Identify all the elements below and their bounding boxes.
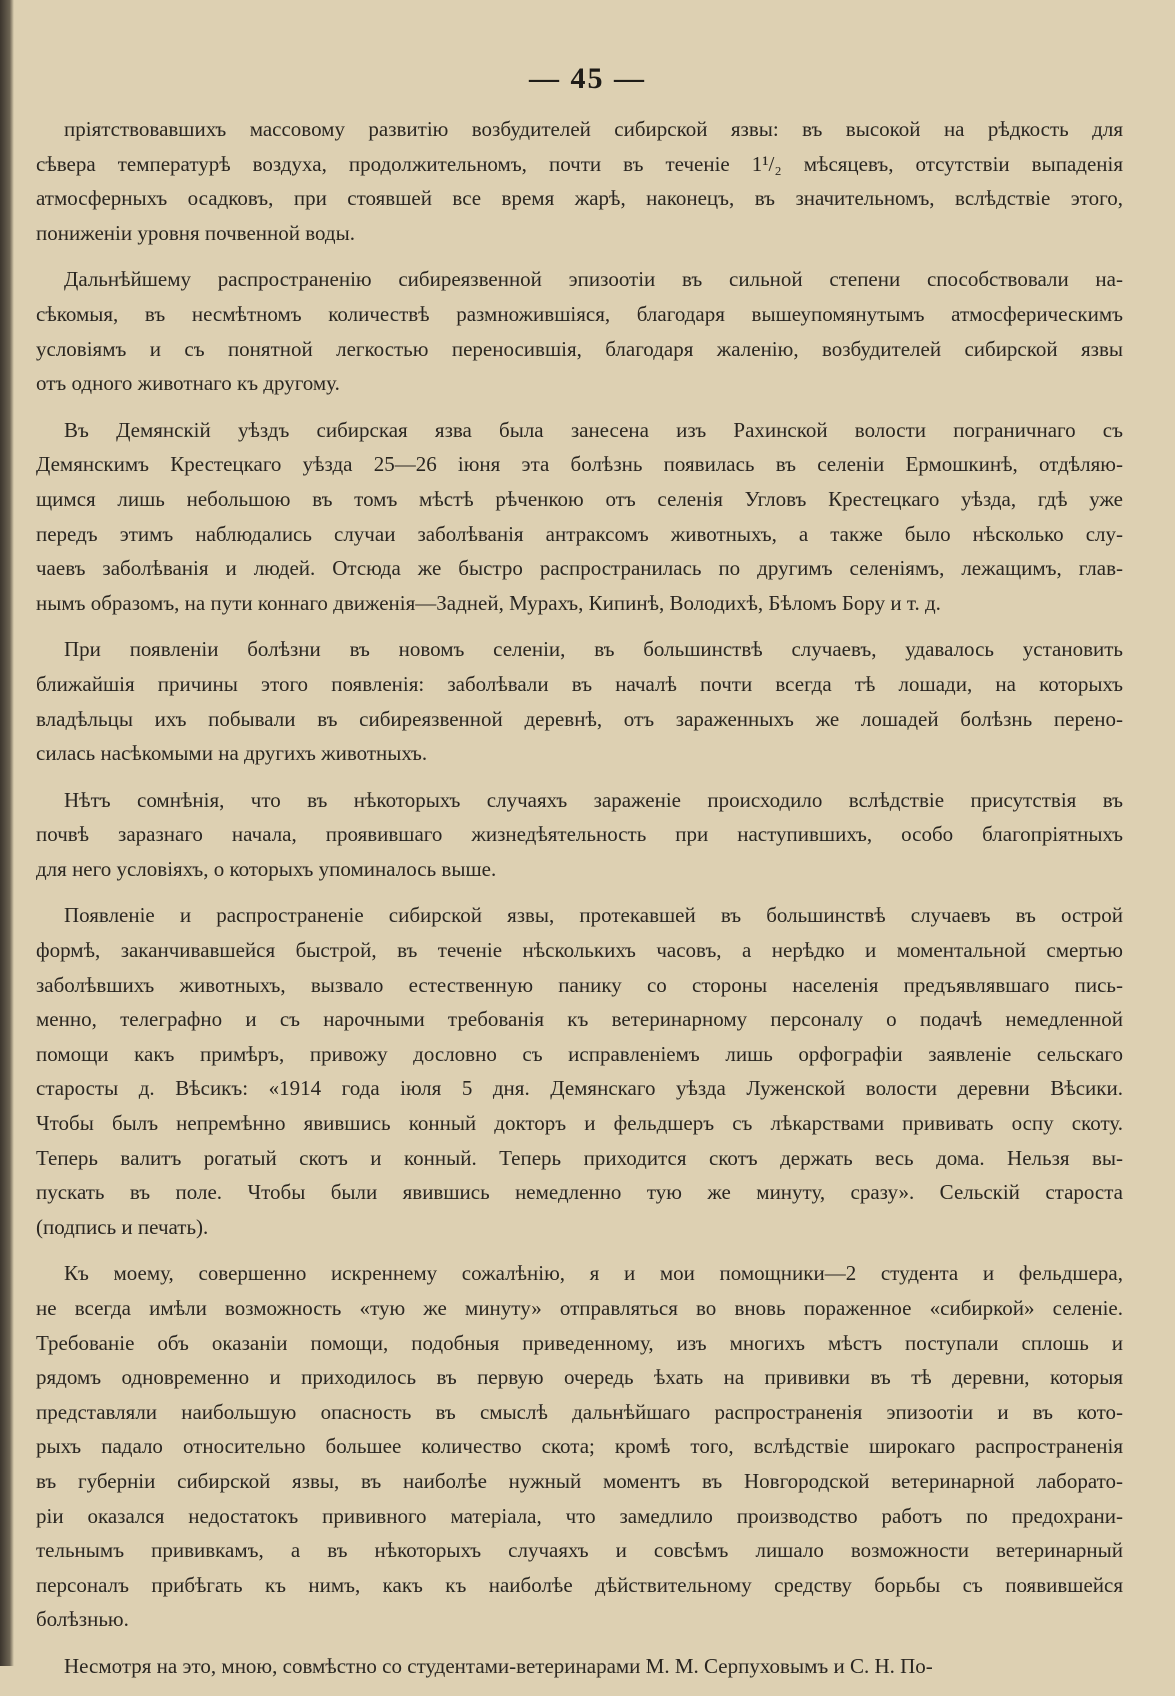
paragraph xyxy=(36,262,1123,400)
text-line: формѣ, заканчивавшейся быстрой, въ теченіе нѣсколькихъ часовъ, а нерѣдко и моментальной смертью xyxy=(36,938,1123,963)
text-line: сѣвера температурѣ воздуха, продолжительномъ, почти въ теченіе 1¹/₂ мѣсяцевъ, отсутствіи выпаденія xyxy=(36,151,1123,176)
text-line: владѣльцы ихъ побывали въ сибиреязвенной деревнѣ, отъ зараженныхъ же лошадей болѣзнь перено- xyxy=(36,706,1123,731)
text-line: заболѣвшихъ животныхъ, вызвало естественную панику со стороны населенія предъявлявшаго пись- xyxy=(36,972,1123,997)
paragraph xyxy=(36,413,1123,621)
text-line: представляли наибольшую опасность въ смыслѣ дальнѣйшаго распространенія эпизоотіи и въ кото- xyxy=(36,1399,1123,1424)
text-line: помощи какъ примѣръ, привожу дословно съ исправленіемъ лишь орфографіи заявленіе сельскаго xyxy=(36,1041,1123,1066)
text-line: пускать въ поле. Чтобы были явившись немедленно тую же минуту, сразу». Сельскій староста xyxy=(36,1180,1123,1205)
paragraph xyxy=(36,1256,1123,1637)
text-line: отъ одного животнаго къ другому. xyxy=(36,371,340,396)
paragraph xyxy=(36,783,1123,887)
text-line: нымъ образомъ, на пути коннаго движенія—Задней, Мурахъ, Кипинѣ, Володихѣ, Бѣломъ Бору и т. д. xyxy=(36,590,941,615)
text-line: Демянскимъ Крестецкаго уѣзда 25—26 іюня эта болѣзнь появилась въ селеніи Ермошкинѣ, отдѣляю- xyxy=(36,452,1123,477)
text-line: почвѣ заразнаго начала, проявившаго жизнедѣятельность при наступившихъ, особо благопріятныхъ xyxy=(36,822,1123,847)
text-line: Дальнѣйшему распространенію сибиреязвенной эпизоотіи въ сильной степени способствовали на- xyxy=(64,267,1123,292)
text-line: Нѣтъ сомнѣнія, что въ нѣкоторыхъ случаяхъ зараженіе происходило вслѣдствіе присутствія въ xyxy=(64,787,1123,812)
text-line: Появленіе и распространеніе сибирской язвы, протекавшей въ большинствѣ случаевъ въ острой xyxy=(64,903,1123,928)
text-line: При появленіи болѣзни въ новомъ селеніи, въ большинствѣ случаевъ, удавалось установить xyxy=(64,637,1123,662)
text-line: рыхъ падало относительно большее количество скота; кромѣ того, вслѣдствіе широкаго распространенія xyxy=(36,1434,1123,1459)
text-line: Чтобы былъ непремѣнно явившись конный докторъ и фельдшеръ съ лѣкарствами прививать оспу скоту. xyxy=(36,1111,1123,1136)
text-line: тельнымъ прививкамъ, а въ нѣкоторыхъ случаяхъ и совсѣмъ лишало возможности ветеринарный xyxy=(36,1538,1123,1563)
text-line: не всегда имѣли возможность «тую же минуту» отправляться во вновь пораженное «сибиркой» селеніе. xyxy=(36,1296,1123,1320)
text-line: чаевъ заболѣванія и людей. Отсюда же быстро распространилась по другимъ селеніямъ, лежащимъ, глав- xyxy=(36,556,1123,581)
body-text xyxy=(36,112,1123,1696)
paragraph xyxy=(36,1649,1123,1684)
paragraph xyxy=(36,112,1123,250)
text-line: старосты д. Вѣсикъ: «1914 года іюля 5 дня. Демянскаго уѣзда Луженской волости деревни Вѣсики. xyxy=(36,1076,1123,1101)
text-line: (подпись и печать). xyxy=(36,1214,209,1239)
text-line: для него условіяхъ, о которыхъ упоминалось выше. xyxy=(36,856,497,881)
page-number: — 45 — xyxy=(529,62,646,95)
text-line: въ губерніи сибирской язвы, въ наиболѣе нужный моментъ въ Новгородской ветеринарной лаборато- xyxy=(36,1468,1123,1493)
text-line: ріи оказался недостатокъ прививного матеріала, что замедлило производство работъ по предохрани- xyxy=(36,1503,1123,1528)
text-line: рядомъ одновременно и приходилось въ первую очередь ѣхать на прививки въ тѣ деревни, которыя xyxy=(36,1365,1123,1390)
text-line: пониженіи уровня почвенной воды. xyxy=(36,220,355,245)
text-line: пріятствовавшихъ массовому развитію возбудителей сибирской язвы: въ высокой на рѣдкость для xyxy=(64,117,1123,141)
text-line: Къ моему, совершенно искреннему сожалѣнію, я и мои помощники—2 студента и фельдшера, xyxy=(64,1261,1123,1286)
text-line: Несмотря на это, мною, совмѣстно со студентами-ветеринарами М. М. Серпуховымъ и С. Н. По- xyxy=(64,1653,933,1678)
text-line: ближайшія причины этого появленія: заболѣвали въ началѣ почти всегда тѣ лошади, на которыхъ xyxy=(36,671,1123,696)
text-line: Требованіе объ оказаніи помощи, подобныя приведенному, изъ многихъ мѣстъ поступали сплошь и xyxy=(36,1330,1123,1355)
text-line: болѣзнью. xyxy=(36,1607,129,1632)
paragraph xyxy=(36,898,1123,1244)
text-line: щимся лишь небольшою въ томъ мѣстѣ рѣченкою отъ селенія Угловъ Крестецкаго уѣзда, гдѣ уже xyxy=(36,486,1123,511)
text-line: Теперь валитъ рогатый скотъ и конный. Теперь приходится скотъ держать весь дома. Нельзя вы- xyxy=(36,1145,1123,1170)
text-line: Въ Демянскій уѣздъ сибирская язва была занесена изъ Рахинской волости пограничнаго съ xyxy=(64,417,1123,442)
text-line: атмосферныхъ осадковъ, при стоявшей все время жарѣ, наконецъ, въ значительномъ, вслѣдствіе этого, xyxy=(36,186,1123,211)
text-line: условіямъ и съ понятной легкостью переносившія, благодаря жаленію, возбудителей сибирской язвы xyxy=(36,336,1123,361)
text-line: силась насѣкомыми на другихъ животныхъ. xyxy=(36,741,428,766)
text-line: менно, телеграфно и съ нарочными требованія къ ветеринарному персоналу о подачѣ немедленной xyxy=(36,1007,1123,1032)
text-line: персоналъ прибѣгать къ нимъ, какъ къ наиболѣе дѣйствительному средству борьбы съ появившейся xyxy=(36,1572,1123,1597)
paragraph xyxy=(36,632,1123,770)
book-spine-shadow xyxy=(0,0,14,1666)
text-line: передъ этимъ наблюдались случаи заболѣванія антраксомъ животныхъ, а также было нѣсколько слу- xyxy=(36,521,1123,546)
text-line: сѣкомыя, въ несмѣтномъ количествѣ размножившіяся, благодаря вышеупомянутымъ атмосферическимъ xyxy=(36,301,1123,326)
